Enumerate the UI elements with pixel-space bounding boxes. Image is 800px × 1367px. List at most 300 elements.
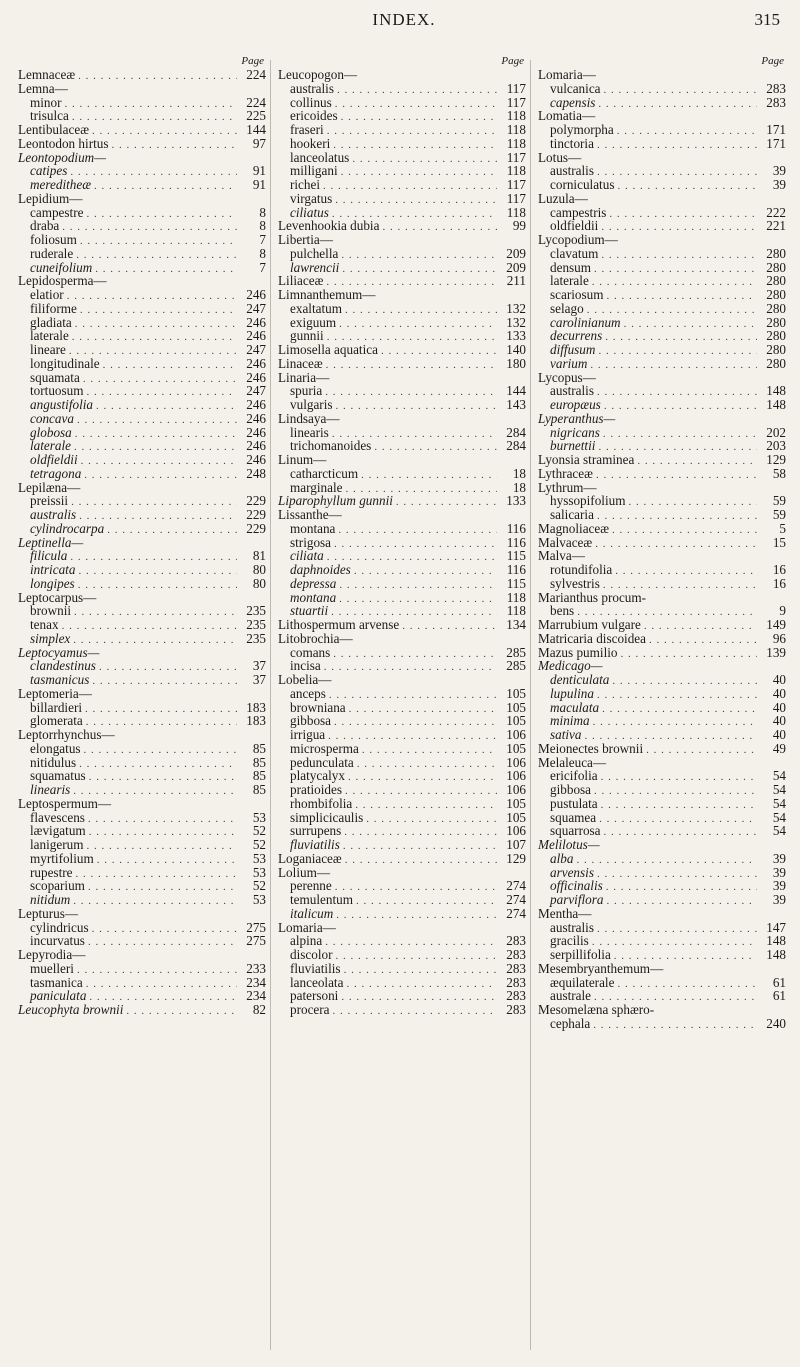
dot-leader (92, 125, 237, 139)
dot-leader (326, 359, 497, 373)
entry-page-number: 283 (766, 94, 786, 110)
dot-leader (345, 304, 497, 318)
entry-label: surrupens (290, 823, 342, 839)
dot-leader (345, 854, 497, 868)
entry-label: Leptocarpus— (18, 589, 97, 605)
entry-label: concava (30, 410, 74, 426)
entry-page-number: 39 (772, 878, 786, 894)
entry-label: Leucophyta brownii (18, 1002, 124, 1017)
entry-label: squarrosa (550, 823, 601, 839)
entry-label: campestre (30, 204, 84, 220)
dot-leader (343, 840, 497, 854)
index-entry (278, 852, 526, 866)
entry-page-number: 285 (506, 658, 526, 674)
dot-leader (597, 386, 757, 400)
entry-page-number: 59 (772, 507, 786, 522)
entry-page-number: 54 (772, 782, 786, 797)
index-subentry (18, 879, 266, 893)
dot-leader (597, 510, 757, 524)
index-subentry (538, 206, 786, 220)
index-subentry (18, 412, 266, 426)
entry-label: Lemna— (18, 80, 68, 96)
entry-label: catipes (30, 163, 68, 179)
entry-page-number: 246 (246, 355, 266, 371)
entry-page-number: 283 (506, 933, 526, 949)
index-subentry (538, 577, 786, 591)
entry-page-number: 40 (772, 727, 786, 742)
entry-page-number: 129 (506, 850, 526, 866)
index-entry (538, 536, 786, 550)
entry-page-number: 202 (766, 424, 786, 440)
dot-leader (329, 689, 497, 703)
entry-label: nigricans (550, 424, 600, 440)
index-subentry (538, 288, 786, 302)
dot-leader (597, 689, 757, 703)
entry-label: pedunculata (290, 754, 354, 770)
dot-leader (615, 565, 757, 579)
entry-label: serpillifolia (550, 947, 611, 962)
entry-page-number: 246 (246, 397, 266, 412)
entry-label: Lycopodium— (538, 232, 618, 247)
index-entry (538, 659, 786, 673)
index-subentry (538, 728, 786, 742)
index-entry (538, 453, 786, 467)
dot-leader (74, 606, 237, 620)
entry-page-number: 8 (259, 245, 266, 261)
entry-page-number: 53 (252, 809, 266, 825)
entry-label: globosa (30, 424, 72, 440)
index-subentry (538, 701, 786, 715)
dot-leader (89, 771, 237, 785)
entry-page-number: 8 (259, 204, 266, 220)
entry-label: salicaria (550, 507, 594, 522)
dot-leader (341, 111, 497, 125)
entry-label: australis (290, 80, 334, 96)
entry-page-number: 247 (246, 342, 266, 357)
index-subentry (18, 206, 266, 220)
entry-label: paniculata (30, 988, 87, 1004)
entry-page-number: 246 (246, 369, 266, 385)
dot-leader (72, 331, 237, 345)
dot-leader (335, 881, 497, 895)
entry-page-number: 16 (772, 562, 786, 577)
entry-page-number: 144 (506, 383, 526, 399)
index-subentry (18, 714, 266, 728)
entry-page-number: 118 (506, 163, 526, 179)
index-subentry (278, 192, 526, 206)
index-entry (538, 756, 786, 770)
entry-label: depressa (290, 575, 337, 591)
dot-leader (80, 235, 237, 249)
entry-page-number: 221 (766, 218, 786, 234)
entry-page-number: 283 (506, 1002, 526, 1017)
index-subentry (278, 481, 526, 495)
dot-leader (612, 524, 757, 538)
dot-leader (597, 923, 757, 937)
entry-page-number: 54 (772, 768, 786, 784)
dot-leader (107, 524, 237, 538)
dot-leader (78, 579, 237, 593)
entry-label: tasmanicus (30, 672, 90, 687)
index-entry (18, 68, 266, 82)
entry-label: Magnoliaceæ (538, 520, 610, 536)
entry-label: Luzula— (538, 190, 588, 206)
index-subentry (278, 934, 526, 948)
dot-leader (89, 826, 237, 840)
dot-leader (601, 221, 757, 235)
index-subentry (538, 769, 786, 783)
entry-label: temulentum (290, 892, 353, 907)
entry-label: catharcticum (290, 465, 359, 481)
index-subentry (18, 893, 266, 907)
index-subentry (18, 398, 266, 412)
index-subentry (538, 1017, 786, 1031)
dot-leader (592, 936, 757, 950)
dot-leader (341, 991, 497, 1005)
dot-leader (70, 166, 237, 180)
index-subentry (278, 742, 526, 756)
entry-page-number: 280 (766, 273, 786, 289)
dot-leader (617, 125, 757, 139)
index-entry (538, 1003, 786, 1017)
index-entry (18, 1003, 266, 1017)
index-entry (18, 646, 266, 660)
dot-leader (606, 290, 757, 304)
entry-label: cylindricus (30, 919, 89, 935)
entry-label: corniculatus (550, 177, 615, 192)
entry-label: stuartii (290, 603, 329, 619)
dot-leader (617, 180, 757, 194)
index-subentry (18, 343, 266, 357)
dot-leader (624, 318, 757, 332)
dot-leader (598, 345, 757, 359)
entry-page-number: 280 (766, 245, 786, 261)
entry-label: Lomaria— (278, 919, 336, 935)
dot-leader (346, 978, 497, 992)
index-subentry (538, 316, 786, 330)
dot-leader (601, 799, 757, 813)
dot-leader (344, 964, 497, 978)
entry-page-number: 106 (506, 823, 526, 839)
entry-page-number: 118 (506, 108, 526, 124)
entry-label: simplex (30, 630, 71, 646)
dot-leader (612, 675, 757, 689)
dot-leader (76, 249, 237, 263)
dot-leader (597, 139, 757, 153)
entry-label: cuneifolium (30, 259, 93, 275)
index-subentry (18, 632, 266, 646)
index-subentry (18, 439, 266, 453)
index-entry (18, 948, 266, 962)
entry-label: australe (550, 988, 592, 1004)
dot-leader (597, 868, 757, 882)
entry-page-number: 229 (246, 507, 266, 522)
dot-leader (605, 331, 757, 345)
index-subentry (18, 247, 266, 261)
index-subentry (278, 769, 526, 783)
entry-page-number: 240 (766, 1015, 786, 1031)
index-subentry (278, 137, 526, 151)
entry-page-number: 229 (246, 520, 266, 536)
entry-page-number: 284 (506, 438, 526, 454)
dot-leader (339, 318, 497, 332)
index-subentry (278, 316, 526, 330)
index-subentry (538, 879, 786, 893)
dot-leader (80, 304, 237, 318)
entry-label: strigosa (290, 534, 332, 550)
entry-page-number: 52 (252, 823, 266, 839)
index-entry (538, 109, 786, 123)
entry-label: vulcanica (550, 80, 601, 96)
entry-page-number: 134 (506, 617, 526, 632)
entry-label: tenax (30, 617, 59, 632)
dot-leader (72, 111, 237, 125)
dot-leader (62, 221, 237, 235)
index-subentry (278, 467, 526, 481)
index-subentry (538, 673, 786, 687)
index-entry (278, 453, 526, 467)
index-subentry (538, 714, 786, 728)
entry-label: montana (290, 589, 337, 605)
entry-label: selago (550, 300, 584, 316)
entry-label: trisulca (30, 108, 69, 124)
entry-page-number: 18 (512, 479, 526, 495)
entry-label: australis (30, 507, 77, 522)
entry-page-number: 274 (506, 878, 526, 894)
dot-leader (333, 139, 497, 153)
column-divider (530, 60, 531, 1350)
entry-page-number: 246 (246, 438, 266, 454)
entry-label: brownii (30, 603, 72, 619)
entry-page-number: 144 (246, 122, 266, 137)
entry-page-number: 40 (772, 713, 786, 729)
entry-page-number: 105 (506, 740, 526, 756)
entry-label: ericoides (290, 108, 338, 124)
entry-page-number: 39 (772, 177, 786, 192)
dot-leader (75, 318, 237, 332)
entry-label: maculata (550, 699, 600, 715)
entry-page-number: 274 (506, 892, 526, 907)
entry-label: pustulata (550, 795, 598, 811)
dot-leader (62, 620, 237, 634)
entry-label: scoparium (30, 878, 85, 894)
entry-label: Linaria— (278, 369, 330, 385)
entry-page-number: 61 (772, 988, 786, 1004)
entry-page-number: 117 (506, 80, 526, 96)
dot-leader (361, 469, 497, 483)
entry-page-number: 106 (506, 727, 526, 742)
entry-page-number: 39 (772, 163, 786, 179)
index-subentry (538, 948, 786, 962)
index-subentry (278, 893, 526, 907)
entry-label: laterale (550, 273, 589, 289)
dot-leader (354, 565, 497, 579)
index-subentry (278, 384, 526, 398)
entry-label: perenne (290, 878, 332, 894)
index-subentry (18, 989, 266, 1003)
entry-label: denticulata (550, 672, 610, 687)
entry-page-number: 139 (766, 644, 786, 660)
entry-label: squamata (30, 369, 80, 385)
dot-leader (86, 208, 237, 222)
entry-page-number: 171 (766, 122, 786, 137)
entry-label: Lepilæna— (18, 479, 81, 495)
index-subentry (538, 329, 786, 343)
dot-leader (97, 854, 237, 868)
index-subentry (278, 714, 526, 728)
index-subentry (278, 247, 526, 261)
entry-page-number: 7 (259, 232, 266, 247)
index-column-3 (538, 54, 786, 1031)
entry-label: officinalis (550, 878, 603, 894)
entry-page-number: 280 (766, 259, 786, 275)
entry-label: cephala (550, 1015, 591, 1031)
entry-page-number: 132 (506, 300, 526, 316)
index-entry (18, 536, 266, 550)
dot-leader (339, 579, 497, 593)
dot-leader (606, 895, 757, 909)
entry-label: incurvatus (30, 933, 85, 949)
dot-leader (126, 1005, 237, 1019)
entry-page-number: 143 (506, 397, 526, 412)
entry-label: æquilaterale (550, 974, 615, 990)
entry-page-number: 132 (506, 314, 526, 330)
entry-page-number: 105 (506, 685, 526, 701)
entry-label: rotundifolia (550, 562, 613, 577)
index-entry (538, 646, 786, 660)
entry-label: Malvaceæ (538, 534, 593, 550)
index-subentry (18, 329, 266, 343)
entry-page-number: 284 (506, 424, 526, 440)
dot-leader (86, 386, 237, 400)
entry-page-number: 233 (246, 960, 266, 976)
entry-label: alpina (290, 933, 323, 949)
dot-leader (70, 551, 237, 565)
dot-leader (594, 263, 757, 277)
entry-page-number: 133 (506, 493, 526, 509)
index-subentry (538, 384, 786, 398)
index-subentry (18, 219, 266, 233)
index-subentry (18, 838, 266, 852)
entry-label: Lotus— (538, 149, 582, 165)
page-column-label: Page (241, 55, 264, 67)
entry-label: Leontodon hirtus (18, 135, 109, 151)
dot-leader (67, 290, 237, 304)
index-entry (278, 274, 526, 288)
entry-label: Lithospermum arvense (278, 617, 400, 632)
dot-leader (75, 868, 237, 882)
entry-page-number: 85 (252, 768, 266, 784)
index-entry (278, 866, 526, 880)
index-subentry (18, 701, 266, 715)
entry-page-number: 53 (252, 864, 266, 880)
index-subentry (278, 261, 526, 275)
entry-label: Levenhookia dubia (278, 218, 380, 234)
dot-leader (74, 441, 237, 455)
index-subentry (538, 261, 786, 275)
entry-label: longipes (30, 575, 75, 591)
dot-leader (593, 716, 757, 730)
entry-label: Leontopodium— (18, 149, 106, 165)
index-entry (538, 549, 786, 563)
index-entry (18, 151, 266, 165)
index-subentry (18, 316, 266, 330)
dot-leader (85, 703, 237, 717)
dot-leader (92, 675, 237, 689)
entry-page-number: 280 (766, 300, 786, 316)
entry-label: Litobrochia— (278, 630, 353, 646)
dot-leader (111, 139, 237, 153)
entry-label: elongatus (30, 740, 81, 756)
index-subentry (278, 879, 526, 893)
dot-leader (342, 263, 497, 277)
entry-page-number: 97 (252, 135, 266, 151)
dot-leader (73, 895, 237, 909)
index-subentry (18, 934, 266, 948)
index-subentry (538, 934, 786, 948)
entry-label: Loganiaceæ (278, 850, 342, 866)
entry-label: longitudinale (30, 355, 100, 371)
entry-page-number: 211 (506, 273, 526, 289)
entry-label: minima (550, 713, 590, 729)
index-subentry (18, 261, 266, 275)
entry-page-number: 118 (506, 204, 526, 220)
entry-label: campestris (550, 204, 607, 220)
dot-leader (333, 1005, 497, 1019)
entry-label: Mentha— (538, 905, 592, 921)
entry-label: parviflora (550, 892, 604, 907)
entry-label: montana (290, 520, 336, 536)
dot-leader (598, 98, 757, 112)
entry-page-number: 224 (246, 67, 266, 82)
entry-label: Libertia— (278, 232, 333, 247)
entry-page-number: 115 (506, 575, 526, 591)
dot-leader (381, 345, 497, 359)
dot-leader (327, 125, 497, 139)
entry-label: collinus (290, 94, 332, 110)
dot-leader (335, 194, 497, 208)
entry-page-number: 183 (246, 713, 266, 729)
dot-leader (334, 716, 497, 730)
entry-page-number: 54 (772, 795, 786, 811)
dot-leader (362, 744, 497, 758)
index-subentry (278, 522, 526, 536)
entry-label: Liparophyllum gunnii (278, 493, 393, 509)
index-subentry (18, 824, 266, 838)
index-subentry (538, 866, 786, 880)
entry-page-number: 54 (772, 823, 786, 839)
index-entry (538, 838, 786, 852)
entry-page-number: 183 (246, 699, 266, 715)
dot-leader (75, 428, 237, 442)
entry-page-number: 85 (252, 782, 266, 797)
dot-leader (352, 153, 497, 167)
entry-label: gibbosa (550, 782, 592, 797)
page-column-label: Page (761, 55, 784, 67)
index-subentry (278, 728, 526, 742)
dot-leader (323, 180, 497, 194)
dot-leader (96, 400, 237, 414)
entry-page-number: 7 (259, 259, 266, 275)
entry-label: exiguum (290, 314, 337, 330)
entry-label: marginale (290, 479, 343, 495)
index-entry (278, 508, 526, 522)
entry-label: Melaleuca— (538, 754, 607, 770)
entry-page-number: 53 (252, 850, 266, 866)
entry-page-number: 148 (766, 947, 786, 962)
entry-page-number: 54 (772, 809, 786, 825)
entry-page-number: 40 (772, 672, 786, 687)
